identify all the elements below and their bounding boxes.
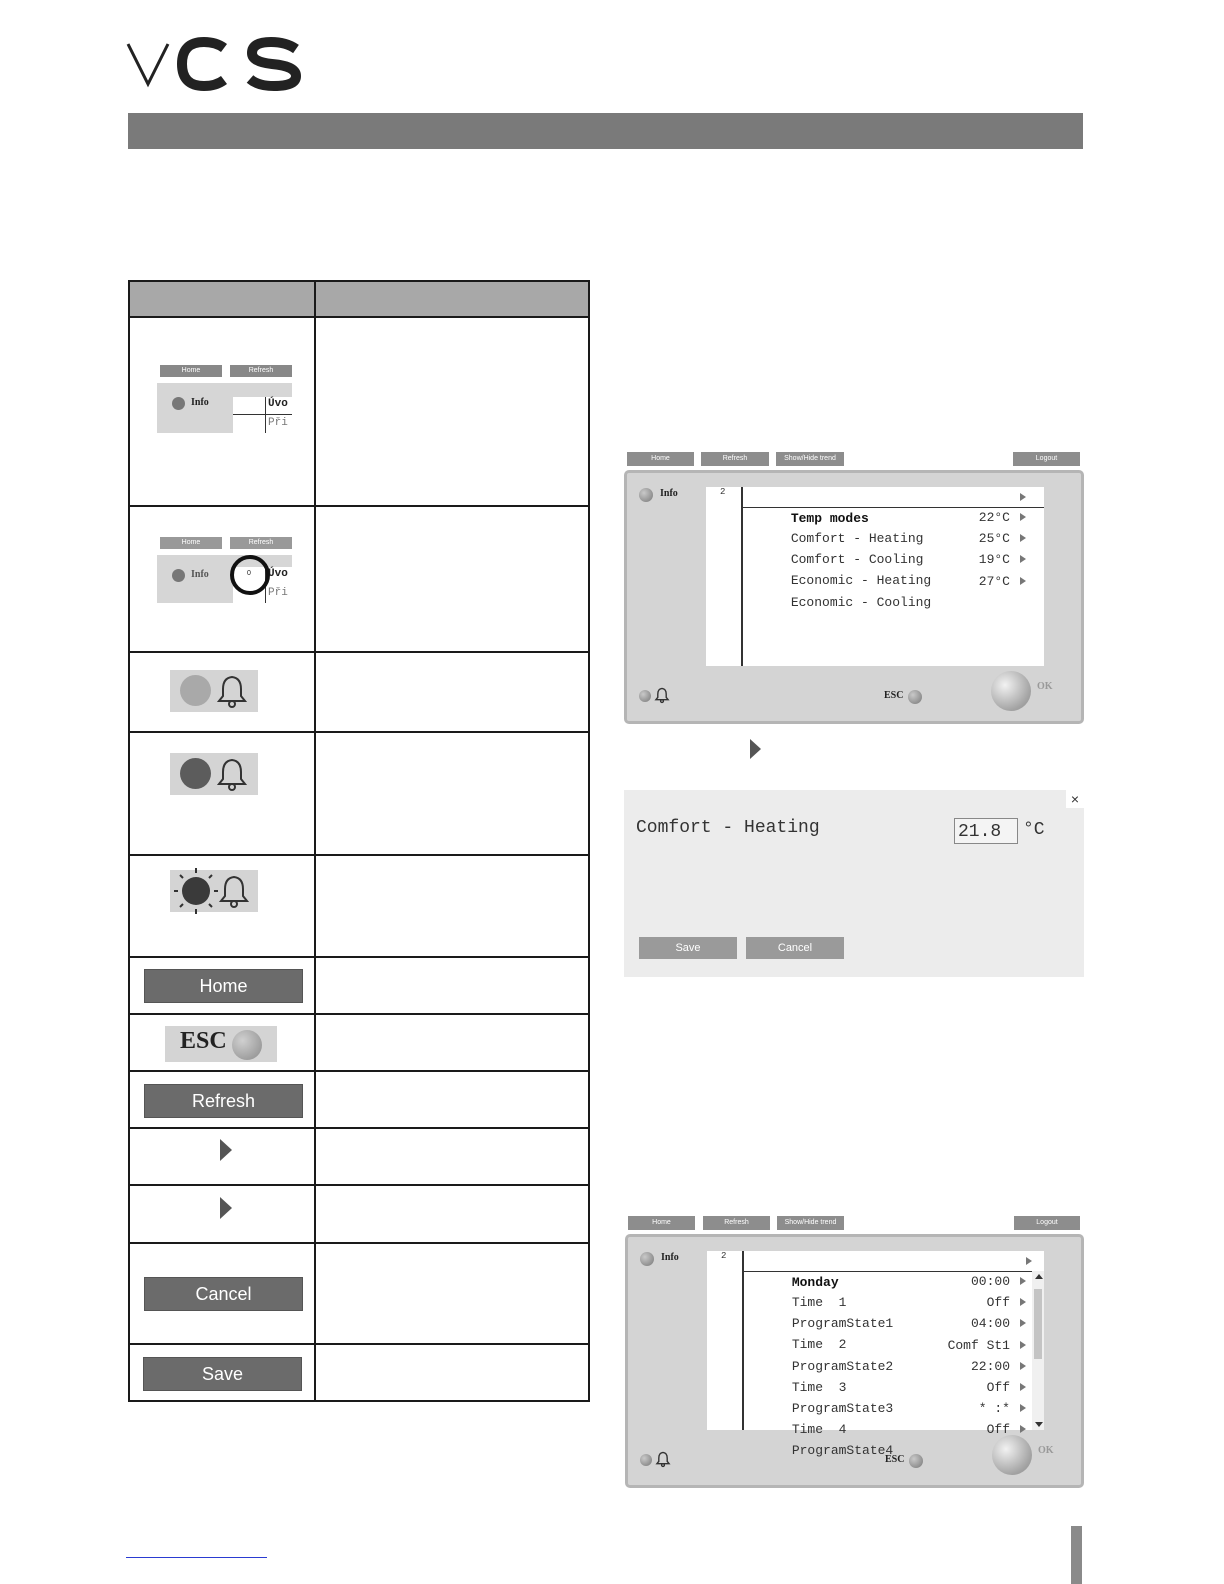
lcd-title-row[interactable] <box>744 487 1024 526</box>
legend-row-panel <box>130 318 588 507</box>
mini-home-button: Home <box>160 537 222 549</box>
edit-dialog <box>624 790 1084 977</box>
legend-table <box>128 280 590 1402</box>
screen1-trend-button[interactable]: Show/Hide trend <box>776 452 844 466</box>
vcs-logo <box>126 34 306 94</box>
bell-icon <box>217 674 247 708</box>
highlight-circle-icon <box>230 555 270 595</box>
arrow-right-icon[interactable] <box>1020 1404 1026 1412</box>
mini-page-number: 0 <box>247 570 251 577</box>
unit-label: °C <box>1023 820 1045 840</box>
esc-button[interactable] <box>909 1454 923 1468</box>
legend-row-arrow-2 <box>130 1186 588 1244</box>
lcd-row[interactable]: Time 2 04:00 <box>745 1313 1024 1334</box>
mini-uvod-text: Úvo <box>268 568 288 580</box>
info-label: Info <box>660 488 678 499</box>
info-label: Info <box>661 1252 679 1263</box>
arrow-right-icon[interactable] <box>1020 1298 1026 1306</box>
lcd-row[interactable]: ProgramState4 Off <box>745 1419 1024 1440</box>
info-led-icon[interactable] <box>639 488 653 502</box>
mini-info-label: Info <box>191 569 209 580</box>
ok-knob[interactable] <box>991 671 1031 711</box>
lcd-row[interactable]: Comfort - Heating 22°C <box>744 507 1024 528</box>
arrow-right-icon[interactable] <box>1020 534 1026 542</box>
bell-icon[interactable] <box>655 687 669 703</box>
scroll-up-icon[interactable] <box>1035 1274 1043 1279</box>
arrow-right-icon[interactable] <box>1020 513 1026 521</box>
bell-icon <box>219 874 249 908</box>
lcd-row[interactable]: ProgramState3 Off <box>745 1377 1024 1398</box>
legend-row-alarm-blinking <box>130 856 588 958</box>
legend-row-page-number <box>130 507 588 653</box>
footer-link-underline <box>126 1557 267 1558</box>
page-number[interactable]: 2 <box>720 487 726 497</box>
alarm-led-icon[interactable] <box>639 690 651 702</box>
save-button[interactable]: Save <box>639 937 737 959</box>
ok-knob[interactable] <box>992 1435 1032 1475</box>
legend-row-refresh <box>130 1072 588 1129</box>
header-bar <box>128 113 1083 149</box>
legend-home-button: Home <box>144 969 303 1003</box>
lcd-row[interactable]: Comfort - Cooling 25°C <box>744 528 1024 549</box>
lcd-title-row[interactable] <box>745 1251 1030 1290</box>
lcd-row[interactable]: ProgramState1 Off <box>745 1292 1024 1313</box>
screen1-home-button[interactable]: Home <box>627 452 694 466</box>
legend-refresh-button: Refresh <box>144 1084 303 1118</box>
legend-row-esc <box>130 1015 588 1072</box>
legend-row-alarm-on <box>130 733 588 856</box>
lcd-row[interactable]: ProgramState2 Comf St1 <box>745 1335 1024 1356</box>
legend-header-col1 <box>130 282 316 316</box>
mini-panel <box>157 383 292 433</box>
legend-row-save <box>130 1345 588 1400</box>
screen2-trend-button[interactable]: Show/Hide trend <box>777 1216 844 1230</box>
arrow-right-icon <box>220 1197 232 1219</box>
alarm-led-blinking-icon <box>174 868 218 914</box>
esc-button[interactable] <box>908 690 922 704</box>
lcd-title: Monday <box>791 1275 839 1290</box>
mini-info-label: Info <box>191 397 209 408</box>
legend-cancel-button: Cancel <box>144 1277 303 1311</box>
ok-label: OK <box>1037 681 1053 692</box>
lcd-row[interactable]: Time 3 22:00 <box>745 1356 1024 1377</box>
mini-refresh-button: Refresh <box>230 365 292 377</box>
screen1-lcd <box>706 487 1044 666</box>
legend-save-button: Save <box>143 1357 302 1391</box>
screen2-home-button[interactable]: Home <box>628 1216 695 1230</box>
alarm-led-icon[interactable] <box>640 1454 652 1466</box>
arrow-right-icon <box>750 739 761 759</box>
legend-header <box>130 282 588 318</box>
legend-esc-label: ESC <box>180 1028 227 1054</box>
bell-icon[interactable] <box>656 1451 670 1467</box>
screen2-refresh-button[interactable]: Refresh <box>703 1216 770 1230</box>
page-number[interactable]: 2 <box>721 1251 727 1261</box>
mini-uvod-text: Úvo <box>268 398 288 410</box>
arrow-right-icon[interactable] <box>1020 1319 1026 1327</box>
scroll-thumb[interactable] <box>1034 1289 1042 1359</box>
legend-row-cancel <box>130 1244 588 1345</box>
legend-row-arrow-1 <box>130 1129 588 1186</box>
arrow-right-icon <box>220 1139 232 1161</box>
dialog-title: Comfort - Heating <box>636 818 820 838</box>
arrow-right-icon[interactable] <box>1020 555 1026 563</box>
legend-row-home <box>130 958 588 1015</box>
arrow-right-icon[interactable] <box>1020 1362 1026 1370</box>
page-tab-marker <box>1071 1526 1082 1584</box>
mini-info-dot-icon <box>172 569 185 582</box>
screen2-lcd <box>707 1251 1044 1458</box>
arrow-right-icon[interactable] <box>1020 1425 1026 1433</box>
lcd-row[interactable]: Time 1 00:00 <box>745 1271 1024 1292</box>
screen1-refresh-button[interactable]: Refresh <box>701 452 769 466</box>
lcd-title: Temp modes <box>790 511 869 526</box>
lcd-row[interactable]: Economic - Cooling 27°C <box>744 571 1024 592</box>
arrow-right-icon[interactable] <box>1020 577 1026 585</box>
cancel-button[interactable]: Cancel <box>746 937 844 959</box>
arrow-right-icon[interactable] <box>1020 493 1026 501</box>
info-led-icon[interactable] <box>640 1252 654 1266</box>
legend-row-alarm-off <box>130 653 588 733</box>
esc-knob-icon <box>232 1030 262 1060</box>
screen2-panel <box>625 1234 1084 1488</box>
mini-panel <box>157 555 292 603</box>
screen1-logout-button[interactable]: Logout <box>1013 452 1080 466</box>
ok-label: OK <box>1038 1445 1054 1456</box>
mini-info-dot-icon <box>172 397 185 410</box>
arrow-right-icon[interactable] <box>1026 1257 1032 1265</box>
screen1-panel <box>624 470 1084 724</box>
scroll-down-icon[interactable] <box>1035 1422 1043 1427</box>
arrow-right-icon[interactable] <box>1020 1277 1026 1285</box>
bell-icon <box>217 757 247 791</box>
alarm-led-on-icon <box>180 758 211 789</box>
scrollbar[interactable] <box>1032 1271 1044 1430</box>
close-icon[interactable]: × <box>1066 790 1084 808</box>
arrow-right-icon[interactable] <box>1020 1383 1026 1391</box>
mini-pri-text: Při <box>268 587 288 599</box>
mini-refresh-button: Refresh <box>230 537 292 549</box>
alarm-led-off-icon <box>180 675 211 706</box>
screen2-logout-button[interactable]: Logout <box>1014 1216 1080 1230</box>
lcd-row[interactable]: Economic - Heating 19°C <box>744 549 1024 570</box>
arrow-right-icon[interactable] <box>1020 1341 1026 1349</box>
value-input[interactable]: 21.8 <box>954 818 1018 844</box>
lcd-row[interactable]: Time 4 * :* <box>745 1398 1024 1419</box>
esc-label: ESC <box>884 690 904 701</box>
mini-pri-text: Při <box>268 417 288 429</box>
esc-label: ESC <box>885 1454 905 1465</box>
mini-home-button: Home <box>160 365 222 377</box>
